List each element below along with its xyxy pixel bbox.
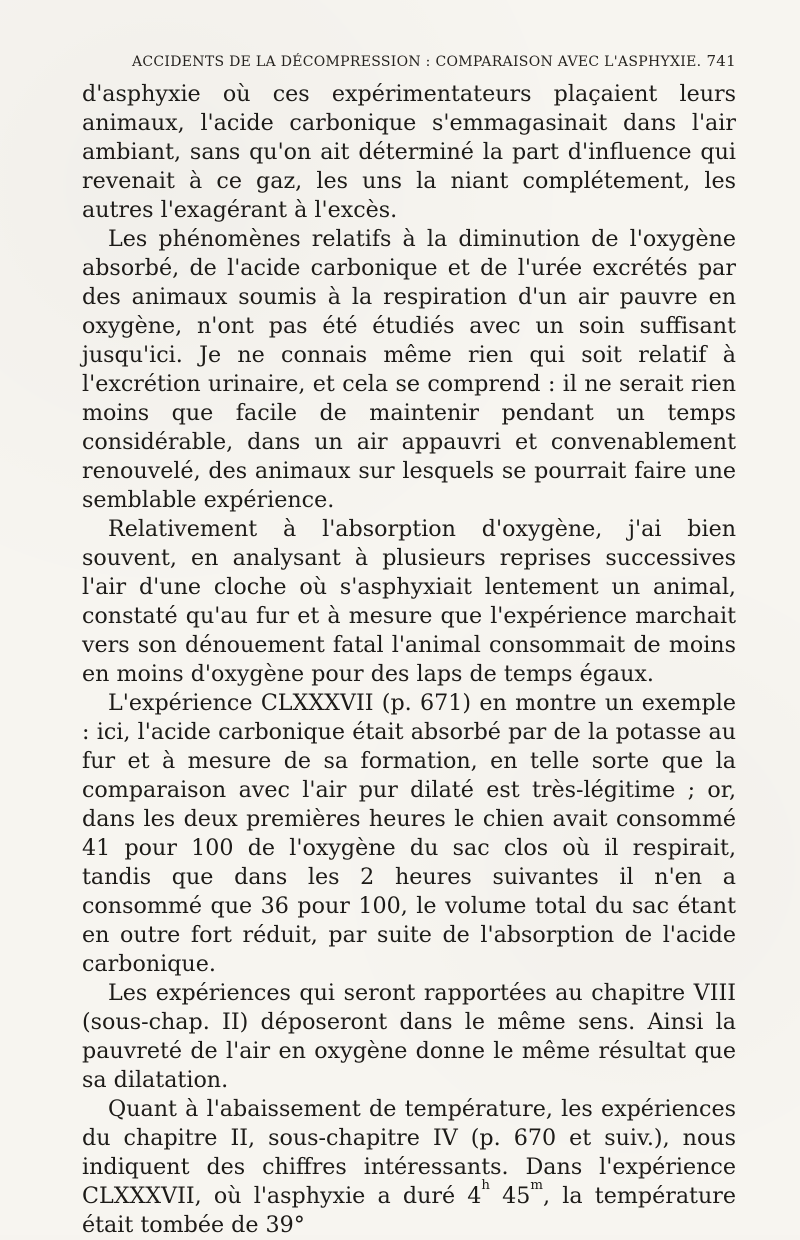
paragraph: L'expérience CLXXXVII (p. 671) en montre un exemple : ici, l'acide carbonique était absorbé par de la potasse au fur et à mesure de sa formation, en telle sorte que la comparaison avec l'air pur dilaté est très-légitime ; or, dans les deux premières heures le chien avait consommé 41 pour 100 de l'oxygène du sac clos où il respirait, tandis que dans les 2 heures suivantes il n'en a consommé que 36 pour 100, le volume total du sac étant en outre fort réduit, par suite de l'absorption de l'acide carbonique. xyxy=(82,690,736,977)
body-text xyxy=(82,80,736,1240)
running-header xyxy=(82,52,736,70)
paragraph-last xyxy=(82,1095,736,1240)
page-number: 741 xyxy=(706,52,736,70)
paragraph: d'asphyxie où ces expérimentateurs plaçaient leurs animaux, l'acide carbonique s'emmagasinait dans l'air ambiant, sans qu'on ait déterminé la part d'influence qui revenait à ce gaz, les uns la niant complétement, les autres l'exagérant à l'excès. xyxy=(82,81,736,223)
paragraph-text: Quant à l'abaissement de température, les expériences du chapitre II, sous-chapitre IV (p. 670 et suiv.), nous indiquent des chiffres intéressants. Dans l'expérience CLXXXVII, où l'asphyxie a duré 4 xyxy=(82,1096,736,1209)
paragraph-text: 45 xyxy=(490,1183,531,1209)
paragraph: Les expériences qui seront rapportées au chapitre VIII (sous-chap. II) déposeront dans le même sens. Ainsi la pauvreté de l'air en oxygène donne le même résultat que sa dilatation. xyxy=(82,980,736,1093)
paragraph: Relativement à l'absorption d'oxygène, j'ai bien souvent, en analysant à plusieurs reprises successives l'air d'une cloche où s'asphyxiait lentement un animal, constaté qu'au fur et à mesure que l'expérience marchait vers son dénouement fatal l'animal consommait de moins en moins d'oxygène pour des laps de temps égaux. xyxy=(82,516,736,687)
minutes-superscript: m xyxy=(530,1177,544,1193)
hours-superscript: h xyxy=(481,1177,490,1193)
paragraph-text: , la température était tombée de 39° xyxy=(82,1183,736,1238)
running-title: ACCIDENTS DE LA DÉCOMPRESSION : COMPARAISON AVEC L'ASPHYXIE. xyxy=(132,54,702,70)
paragraph: Les phénomènes relatifs à la diminution de l'oxygène absorbé, de l'acide carbonique et de l'urée excrétés par des animaux soumis à la respiration d'un air pauvre en oxygène, n'ont pas été étudiés avec un soin suffisant jusqu'ici. Je ne connais même rien qui soit relatif à l'excrétion urinaire, et cela se comprend : il ne serait rien moins que facile de maintenir pendant un temps considérable, dans un air appauvri et convenablement renouvelé, des animaux sur lesquels se pourrait faire une semblable expérience. xyxy=(82,226,736,513)
